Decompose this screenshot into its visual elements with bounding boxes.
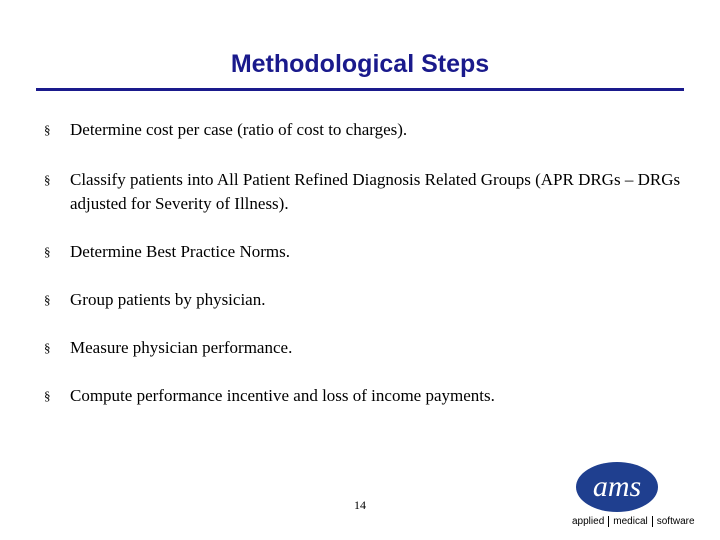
tagline-word: medical	[613, 516, 648, 527]
bullet-text: Classify patients into All Patient Refined Diagnosis Related Groups (APR DRGs – DRGs adjusted for Severity of Illness).	[70, 170, 681, 213]
bullet-item	[44, 118, 684, 142]
tagline-separator	[652, 516, 653, 527]
bullet-item	[44, 336, 684, 360]
tagline-word: software	[656, 516, 695, 527]
bullet-marker: §	[44, 172, 51, 187]
logo-wordmark: ams	[592, 470, 642, 503]
bullet-marker: §	[44, 122, 51, 137]
tagline-separator	[608, 516, 609, 527]
bullet-marker: §	[44, 292, 51, 307]
bullet-item	[44, 384, 684, 408]
title-underline	[36, 88, 684, 91]
ams-logo-icon	[575, 460, 659, 514]
bullet-text: Compute performance incentive and loss of income payments.	[70, 386, 495, 405]
bullet-item	[44, 168, 684, 216]
bullet-text: Determine Best Practice Norms.	[70, 242, 290, 261]
bullet-text: Measure physician performance.	[70, 338, 293, 357]
bullet-marker: §	[44, 244, 51, 259]
bullet-item	[44, 240, 684, 264]
bullet-item	[44, 288, 684, 312]
tagline-word: applied	[572, 516, 605, 527]
company-logo	[570, 460, 710, 535]
bullet-text: Determine cost per case (ratio of cost to charges).	[70, 120, 408, 139]
bullet-text: Group patients by physician.	[70, 290, 266, 309]
logo-tagline	[572, 516, 695, 527]
slide-title: Methodological Steps	[230, 50, 490, 78]
page-number: 14	[354, 498, 366, 512]
bullet-marker: §	[44, 340, 51, 355]
bullet-marker: §	[44, 388, 51, 403]
